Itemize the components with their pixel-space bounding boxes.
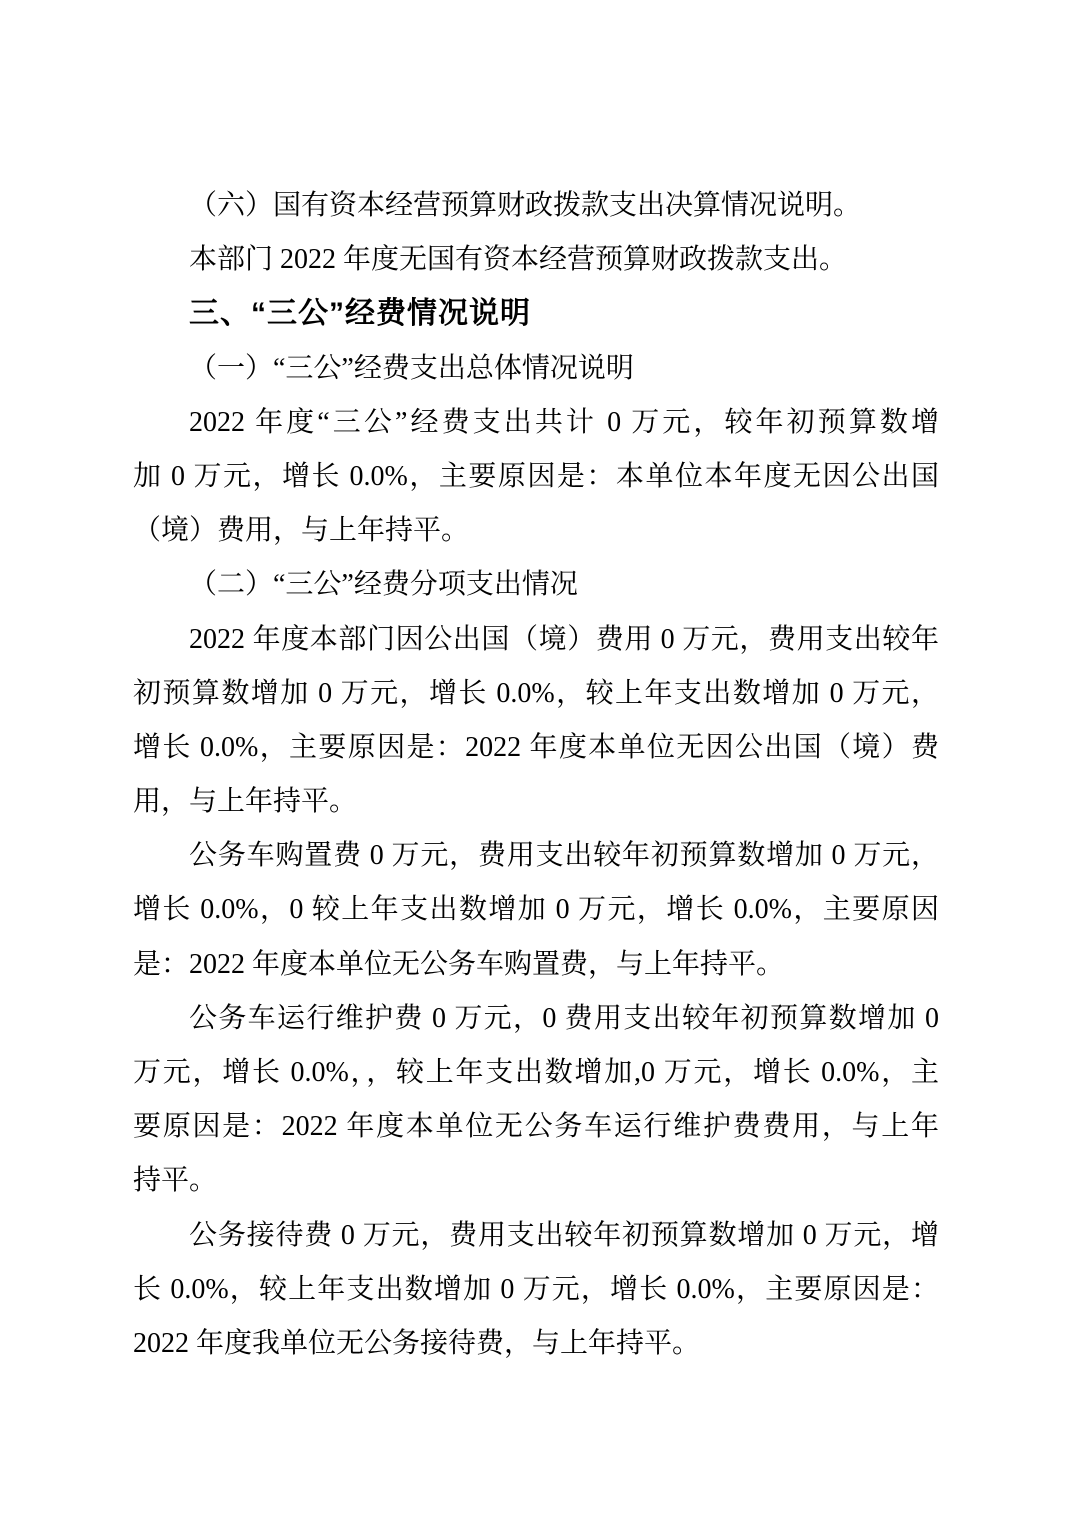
paragraph (133, 992, 939, 1209)
text-line: （六）国有资本经营预算财政拨款支出决算情况说明。 (189, 190, 862, 221)
section-heading (133, 287, 939, 341)
text-line: 增长 0.0%，主要原因是：2022 年度本单位无因公出国（境）费 (133, 731, 939, 763)
paragraph (133, 613, 939, 830)
paragraph (133, 396, 939, 559)
text-line: 要原因是：2022 年度本单位无公务车运行维护费费用，与上年 (133, 1111, 939, 1143)
text-line: 公务车运行维护费 0 万元，0 费用支出较年初预算数增加 0 (189, 1002, 939, 1034)
text-line: 公务接待费 0 万元，费用支出较年初预算数增加 0 万元，增 (189, 1219, 939, 1251)
text-line: （境）费用，与上年持平。 (133, 515, 470, 547)
text-line: 增长 0.0%，0 较上年支出数增加 0 万元，增长 0.0%，主要原因 (133, 894, 939, 926)
paragraph (133, 342, 939, 396)
text-line: 初预算数增加 0 万元，增长 0.0%，较上年支出数增加 0 万元， (133, 677, 939, 709)
text-line: 2022 年度本部门因公出国（境）费用 0 万元，费用支出较年 (189, 623, 939, 655)
text-line: （二）“三公”经费分项支出情况 (189, 569, 578, 601)
text-line: 2022 年度“三公”经费支出共计 0 万元，较年初预算数增 (189, 406, 939, 438)
paragraph (133, 233, 939, 287)
heading-line: 三、“三公”经费情况说明 (189, 297, 531, 331)
text-line: （一）“三公”经费支出总体情况说明 (189, 352, 634, 384)
paragraph (133, 829, 939, 992)
text-line: 长 0.0%，较上年支出数增加 0 万元，增长 0.0%，主要原因是： (133, 1273, 939, 1305)
text-line: 用，与上年持平。 (133, 786, 358, 818)
text-line: 公务车购置费 0 万元，费用支出较年初预算数增加 0 万元， (189, 840, 939, 872)
text-line: 持平。 (133, 1165, 218, 1197)
text-line: 2022 年度我单位无公务接待费，与上年持平。 (133, 1327, 701, 1359)
text-line: 万元，增长 0.0%，，较上年支出数增加,0 万元，增长 0.0%，主 (133, 1057, 939, 1088)
text-line: 本部门 2022 年度无国有资本经营预算财政拨款支出。 (189, 244, 848, 276)
paragraph (133, 558, 939, 612)
text-line: 是：2022 年度本单位无公务车购置费，与上年持平。 (133, 948, 785, 980)
text-line: 加 0 万元，增长 0.0%，主要原因是：本单位本年度无因公出国 (133, 460, 939, 492)
document-content (133, 179, 939, 1371)
paragraph (133, 179, 939, 233)
paragraph (133, 1209, 939, 1372)
